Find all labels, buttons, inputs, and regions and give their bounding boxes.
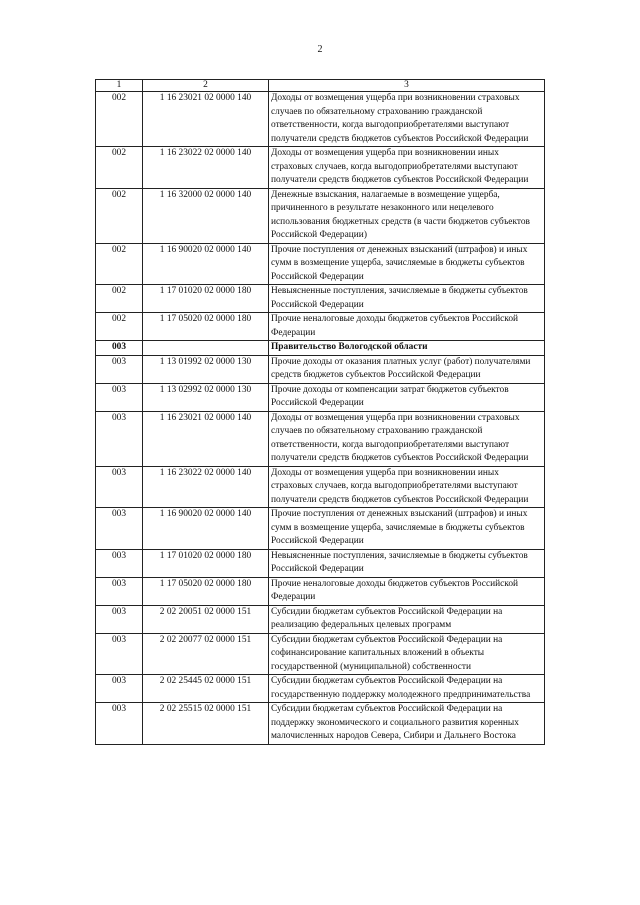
revenue-name-cell: Невыясненные поступления, зачисляемые в бюджеты субъектов Российской Федерации [269,549,545,577]
budget-code-cell: 1 16 23021 02 0000 140 [143,411,269,466]
table-row [96,147,545,189]
budget-code-cell: 1 13 01992 02 0000 130 [143,355,269,383]
budget-code-cell: 1 16 90020 02 0000 140 [143,243,269,285]
budget-code-cell: 1 17 01020 02 0000 180 [143,549,269,577]
budget-code-cell: 1 16 23021 02 0000 140 [143,92,269,147]
admin-code-cell: 003 [96,341,143,356]
page-number: 2 [317,44,323,55]
budget-code-cell: 1 17 05020 02 0000 180 [143,577,269,605]
revenue-name-cell: Прочие доходы от оказания платных услуг (работ) получателями средств бюджетов субъектов Российской Федерации [269,355,545,383]
revenue-name-cell: Субсидии бюджетам субъектов Российской Федерации на софинансирование капитальных вложений в объекты государственной (муниципальной) собственности [269,633,545,675]
admin-code-cell: 002 [96,147,143,189]
revenue-name-cell: Доходы от возмещения ущерба при возникновении иных страховых случаев, когда выгодоприобретателями выступают получатели средств бюджетов субъектов Российской Федерации [269,147,545,189]
revenue-name-cell: Доходы от возмещения ущерба при возникновении страховых случаев по обязательному страхованию гражданской ответственности, когда выгодоприобретателями выступают получатели средств бюджетов субъектов Российской Федерации [269,92,545,147]
table-group-row [96,341,545,356]
table-row [96,466,545,508]
budget-code-cell: 2 02 25515 02 0000 151 [143,703,269,745]
table-row [96,675,545,703]
revenue-name-cell: Прочие неналоговые доходы бюджетов субъектов Российской Федерации [269,577,545,605]
budget-code-cell: 1 17 05020 02 0000 180 [143,313,269,341]
admin-code-cell: 002 [96,285,143,313]
table-body [96,92,545,745]
table-row [96,411,545,466]
budget-code-cell: 1 16 90020 02 0000 140 [143,508,269,550]
admin-code-cell: 003 [96,633,143,675]
table-row [96,285,545,313]
revenue-name-cell: Правительство Вологодской области [269,341,545,356]
table-row [96,549,545,577]
table-row [96,243,545,285]
admin-code-cell: 003 [96,355,143,383]
budget-code-cell: 1 16 32000 02 0000 140 [143,188,269,243]
budget-code-cell: 2 02 25445 02 0000 151 [143,675,269,703]
revenue-name-cell: Денежные взыскания, налагаемые в возмещение ущерба, причиненного в результате незаконного или нецелевого использования бюджетных средств (в части бюджетов субъектов Российской Федерации) [269,188,545,243]
table-row [96,92,545,147]
revenue-name-cell: Невыясненные поступления, зачисляемые в бюджеты субъектов Российской Федерации [269,285,545,313]
admin-code-cell: 003 [96,508,143,550]
header-col-3: 3 [269,80,545,92]
table-header-row [96,80,545,92]
table-row [96,703,545,745]
admin-code-cell: 002 [96,92,143,147]
revenue-name-cell: Субсидии бюджетам субъектов Российской Федерации на государственную поддержку молодежного предпринимательства [269,675,545,703]
revenue-name-cell: Прочие поступления от денежных взысканий (штрафов) и иных сумм в возмещение ущерба, зачисляемые в бюджеты субъектов Российской Федерации [269,508,545,550]
budget-code-cell: 1 17 01020 02 0000 180 [143,285,269,313]
table-row [96,577,545,605]
budget-code-cell: 2 02 20051 02 0000 151 [143,605,269,633]
budget-code-cell: 1 16 23022 02 0000 140 [143,147,269,189]
revenue-name-cell: Прочие неналоговые доходы бюджетов субъектов Российской Федерации [269,313,545,341]
table-row [96,605,545,633]
header-col-1: 1 [96,80,143,92]
revenue-name-cell: Прочие доходы от компенсации затрат бюджетов субъектов Российской Федерации [269,383,545,411]
admin-code-cell: 003 [96,703,143,745]
revenue-name-cell: Субсидии бюджетам субъектов Российской Федерации на поддержку экономического и социального развития коренных малочисленных народов Севера, Сибири и Дальнего Востока [269,703,545,745]
budget-code-cell: 2 02 20077 02 0000 151 [143,633,269,675]
budget-code-cell: 1 13 02992 02 0000 130 [143,383,269,411]
admin-code-cell: 002 [96,243,143,285]
table-row [96,633,545,675]
admin-code-cell: 002 [96,188,143,243]
revenue-name-cell: Доходы от возмещения ущерба при возникновении страховых случаев по обязательному страхованию гражданской ответственности, когда выгодоприобретателями выступают получатели средств бюджетов субъектов Российской Федерации [269,411,545,466]
admin-code-cell: 003 [96,383,143,411]
admin-code-cell: 003 [96,466,143,508]
revenue-name-cell: Субсидии бюджетам субъектов Российской Федерации на реализацию федеральных целевых программ [269,605,545,633]
table-row [96,313,545,341]
budget-code-cell [143,341,269,356]
budget-code-cell: 1 16 23022 02 0000 140 [143,466,269,508]
revenue-name-cell: Прочие поступления от денежных взысканий (штрафов) и иных сумм в возмещение ущерба, зачисляемые в бюджеты субъектов Российской Федерации [269,243,545,285]
admin-code-cell: 003 [96,549,143,577]
admin-code-cell: 003 [96,577,143,605]
admin-code-cell: 003 [96,605,143,633]
table-row [96,508,545,550]
revenue-codes-table [95,79,545,745]
table-row [96,383,545,411]
admin-code-cell: 002 [96,313,143,341]
admin-code-cell: 003 [96,411,143,466]
header-col-2: 2 [143,80,269,92]
admin-code-cell: 003 [96,675,143,703]
table-row [96,188,545,243]
table-row [96,355,545,383]
revenue-name-cell: Доходы от возмещения ущерба при возникновении иных страховых случаев, когда выгодоприобретателями выступают получатели средств бюджетов субъектов Российской Федерации [269,466,545,508]
